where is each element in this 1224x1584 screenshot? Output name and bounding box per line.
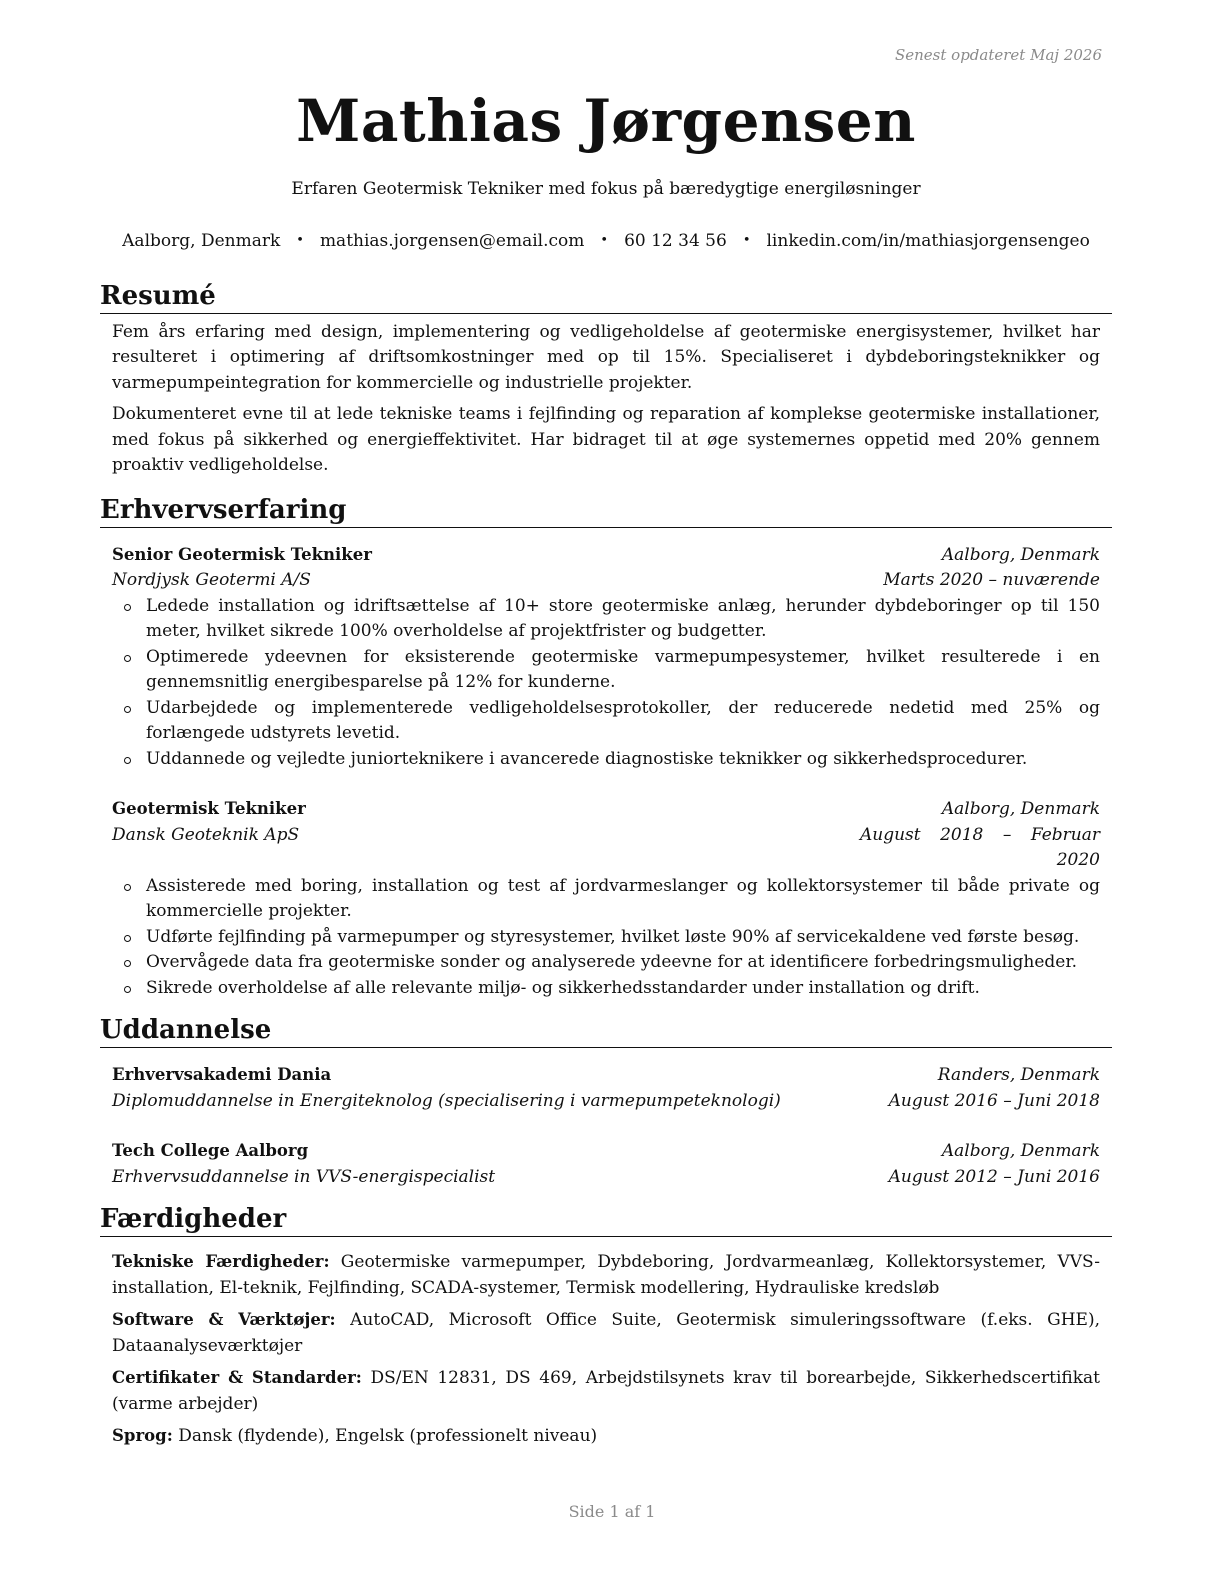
contact-location: Aalborg, Denmark: [122, 231, 281, 251]
skill-label: Certifikater & Standarder:: [112, 1368, 362, 1387]
skill-group: [112, 1249, 1100, 1301]
circle-bullet-icon: [124, 604, 131, 611]
school-name: Erhvervsakademi Dania: [112, 1065, 332, 1084]
circle-bullet-icon: [124, 935, 131, 942]
circle-bullet-icon: [124, 986, 131, 993]
bullet-separator: •: [742, 232, 751, 248]
circle-bullet-icon: [124, 655, 131, 662]
job-entry: [112, 542, 1100, 773]
bullet-separator: •: [600, 232, 609, 248]
list-item: Udarbejdede og implementerede vedligeholdelsesprotokoller, der reducerede nedetid med 25% og forlængede udstyrets levetid.: [112, 696, 1100, 747]
contact-linkedin[interactable]: linkedin.com/in/mathiasjorgensengeo: [766, 231, 1090, 251]
education-entry: [112, 1138, 1100, 1190]
list-item: Sikrede overholdelse af alle relevante miljø- og sikkerhedsstandarder under installation og drift.: [112, 976, 1100, 1002]
skill-group: [112, 1365, 1100, 1417]
job-dates: Marts 2020 – nuværende: [883, 570, 1100, 590]
school-name: Tech College Aalborg: [112, 1141, 309, 1160]
education-entry: [112, 1062, 1100, 1114]
circle-bullet-icon: [124, 706, 131, 713]
job-dates: August 2018 – Februar 2020: [860, 824, 1100, 870]
list-item: Uddannede og vejledte juniorteknikere i avancerede diagnostiske teknikker og sikkerhedsprocedurer.: [112, 747, 1100, 773]
skill-group: [112, 1307, 1100, 1359]
skill-text: DS/EN 12831, DS 469, Arbejdstilsynets krav til borearbejde, Sikkerhedscertifikat (varme arbejder): [112, 1368, 1100, 1414]
job-company: Dansk Geoteknik ApS: [112, 824, 300, 845]
job-role: Senior Geotermisk Tekniker: [112, 544, 372, 564]
list-item: Overvågede data fra geotermiske sonder og analyserede ydeevne for at identificere forbedringsmuligheder.: [112, 950, 1100, 976]
job-location: Aalborg, Denmark: [941, 799, 1100, 819]
list-item: Ledede installation og idriftsættelse af 10+ store geotermiske anlæg, herunder dybdeboringer op til 150 meter, hvilket sikrede 100% overholdelse af projektfrister og budgetter.: [112, 594, 1100, 645]
skill-label: Software & Værktøjer:: [112, 1310, 336, 1329]
skill-text: Geotermiske varmepumper, Dybdeboring, Jordvarmeanlæg, Kollektorsystemer, VVS-installation, El-teknik, Fejlfinding, SCADA-systemer, Termisk modellering, Hydrauliske kredsløb: [112, 1252, 1101, 1298]
circle-bullet-icon: [124, 757, 131, 764]
bullet-separator: •: [296, 232, 304, 248]
degree: Erhvervsuddannelse in VVS-energispecialist: [112, 1166, 496, 1187]
skill-group: [112, 1423, 1100, 1450]
education-dates: August 2016 – Juni 2018: [888, 1090, 1100, 1111]
contact-email[interactable]: mathias.jorgensen@email.com: [319, 231, 585, 251]
circle-bullet-icon: [124, 960, 131, 967]
list-item: Udførte fejlfinding på varmepumper og styresystemer, hvilket løste 90% af servicekaldene ved første besøg.: [112, 925, 1100, 951]
job-entry: [112, 796, 1100, 1001]
last-updated: Senest opdateret Maj 2026: [894, 46, 1102, 64]
section-title: Resumé: [100, 281, 1112, 314]
section-title: Erhvervserfaring: [100, 495, 1112, 528]
job-role: Geotermisk Tekniker: [112, 799, 306, 818]
skill-label: Tekniske Færdigheder:: [112, 1252, 330, 1271]
section-title: Færdigheder: [100, 1204, 1112, 1237]
contact-phone: 60 12 34 56: [624, 231, 727, 251]
experience-section: [100, 495, 1112, 1002]
summary-section: [100, 281, 1112, 479]
skills-section: [100, 1204, 1112, 1450]
list-item: Optimerede ydeevnen for eksisterende geotermiske varmepumpesystemer, hvilket resulterede i en gennemsnitlig energibesparelse på 12% for kunderne.: [112, 645, 1100, 696]
page-number: Side 1 af 1: [568, 1502, 656, 1521]
school-location: Aalborg, Denmark: [941, 1141, 1100, 1161]
degree: Diplomuddannelse in Energiteknolog (specialisering i varmepumpeteknologi): [112, 1090, 781, 1111]
summary-paragraph: Fem års erfaring med design, implementering og vedligeholdelse af geotermiske energisystemer, hvilket har resulteret i optimering af driftsomkostninger med op til 15%. Specialiseret i dybdeboringsteknikker og varmepumpeintegration for kommercielle og industrielle projekter.: [112, 321, 1100, 393]
school-location: Randers, Denmark: [937, 1065, 1100, 1085]
job-location: Aalborg, Denmark: [941, 544, 1100, 565]
section-title: Uddannelse: [100, 1015, 1112, 1048]
person-name: Mathias Jørgensen: [296, 87, 916, 155]
circle-bullet-icon: [124, 884, 131, 891]
contact-line: [100, 230, 1112, 253]
skill-label: Sprog:: [112, 1426, 173, 1445]
job-company: Nordjysk Geotermi A/S: [112, 570, 311, 590]
education-dates: August 2012 – Juni 2016: [888, 1166, 1100, 1187]
skill-text: AutoCAD, Microsoft Office Suite, Geotermisk simuleringssoftware (f.eks. GHE), Dataanalyseværktøjer: [112, 1310, 1101, 1356]
tagline: Erfaren Geotermisk Tekniker med fokus på bæredygtige energiløsninger: [291, 179, 921, 199]
summary-paragraph: Dokumenteret evne til at lede tekniske teams i fejlfinding og reparation af komplekse geotermiske installationer, med fokus på sikkerhed og energieffektivitet. Har bidraget til at øge systemernes oppetid med 20% gennem proaktiv vedligeholdelse.: [112, 404, 1100, 475]
education-section: [100, 1015, 1112, 1190]
skill-text: Dansk (flydende), Engelsk (professionelt niveau): [178, 1426, 598, 1446]
list-item: Assisterede med boring, installation og test af jordvarmeslanger og kollektorsystemer til både private og kommercielle projekter.: [112, 874, 1100, 925]
